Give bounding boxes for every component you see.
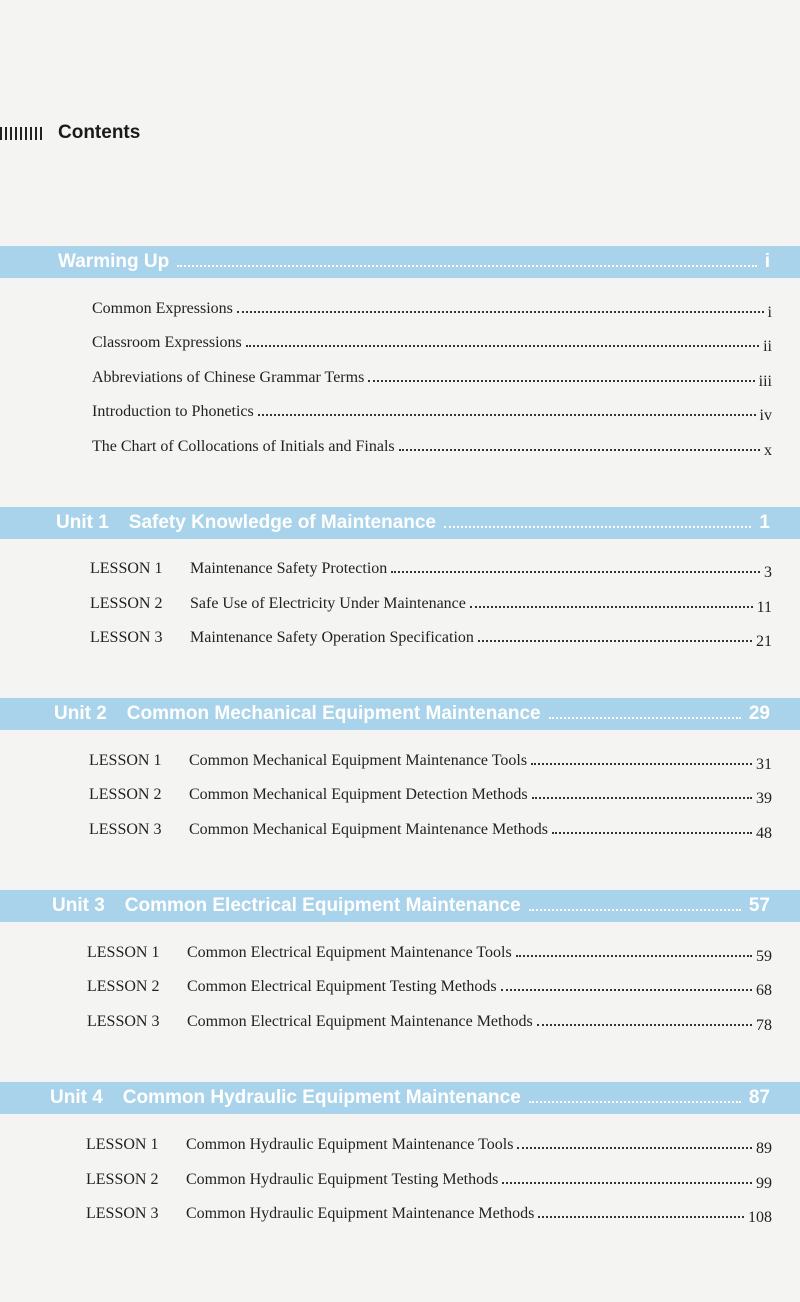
lesson-label: LESSON 1 [87,944,160,961]
lesson-entry[interactable] [87,1009,772,1034]
lesson-label: LESSON 2 [89,786,162,803]
unit-page: 1 [759,512,770,533]
dot-leader [516,955,752,957]
lesson-label: LESSON 1 [90,560,163,577]
section-page: i [764,251,770,272]
section-band-warming-up[interactable] [0,246,800,278]
lesson-page: 99 [756,1175,772,1192]
lesson-title: Common Electrical Equipment Testing Methods [187,978,497,995]
lesson-label: LESSON 3 [90,629,163,646]
dot-leader [391,571,760,573]
unit-band-2[interactable] [0,698,800,730]
entry-page: ii [763,338,772,355]
lesson-title: Safe Use of Electricity Under Maintenance [190,595,466,612]
lesson-title: Common Hydraulic Equipment Maintenance Tools [186,1136,514,1153]
lesson-entry[interactable] [87,940,772,965]
dot-leader [399,449,760,451]
entry-title: Classroom Expressions [92,334,242,351]
contents-header [0,120,140,146]
dot-leader [538,1216,744,1218]
dot-leader [502,1182,752,1184]
unit-band-3[interactable] [0,890,800,922]
unit-title: Common Electrical Equipment Maintenance [124,895,521,916]
lesson-entry[interactable] [90,556,772,581]
lesson-label: LESSON 3 [86,1205,159,1222]
unit-page: 57 [748,895,770,916]
toc-entry[interactable] [92,399,772,424]
entry-title: The Chart of Collocations of Initials and Finals [92,438,395,455]
lesson-label: LESSON 3 [89,821,162,838]
page-title: Contents [58,122,141,143]
lesson-title: Common Hydraulic Equipment Maintenance Methods [186,1205,535,1222]
entry-page: iv [759,407,772,424]
dot-leader [532,797,752,799]
entry-page: x [764,442,772,459]
unit-title: Common Mechanical Equipment Maintenance [126,703,541,724]
lesson-page: 21 [756,633,772,650]
unit-page: 29 [748,703,770,724]
lesson-page: 31 [756,756,772,773]
dot-leader [258,414,756,416]
unit-band-4[interactable] [0,1082,800,1114]
dot-leader [368,380,754,382]
lesson-entry[interactable] [90,591,772,616]
lesson-page: 59 [756,948,772,965]
lesson-entry[interactable] [90,625,772,650]
lesson-title: Common Mechanical Equipment Detection Methods [189,786,528,803]
lesson-label: LESSON 1 [89,752,162,769]
lesson-title: Maintenance Safety Operation Specification [190,629,474,646]
lesson-page: 68 [756,982,772,999]
lesson-entry[interactable] [89,817,772,842]
toc-entry[interactable] [92,296,772,321]
dot-leader [531,763,752,765]
lesson-title: Maintenance Safety Protection [190,560,388,577]
dot-leader [552,832,752,834]
dot-leader [549,717,741,719]
lesson-entry[interactable] [89,782,772,807]
lesson-page: 78 [756,1017,772,1034]
entry-title: Abbreviations of Chinese Grammar Terms [92,369,365,386]
dot-leader [444,526,751,528]
dot-leader [537,1024,752,1026]
lesson-page: 108 [748,1209,772,1226]
lesson-page: 3 [764,564,772,581]
entry-page: iii [758,373,772,390]
dot-leader [517,1147,752,1149]
unit-number: Unit 3 [52,895,105,916]
lesson-title: Common Mechanical Equipment Maintenance Tools [189,752,528,769]
lesson-label: LESSON 1 [86,1136,159,1153]
lesson-label: LESSON 3 [87,1013,160,1030]
lesson-label: LESSON 2 [90,595,163,612]
lesson-entry[interactable] [89,748,772,773]
dot-leader [177,265,757,267]
unit-number: Unit 4 [50,1087,103,1108]
unit-title: Safety Knowledge of Maintenance [128,512,437,533]
dot-leader [237,311,764,313]
unit-page: 87 [748,1087,770,1108]
dot-leader [529,909,741,911]
lesson-entry[interactable] [86,1201,772,1226]
lesson-title: Common Mechanical Equipment Maintenance Methods [189,821,549,838]
dot-leader [501,989,752,991]
dot-leader [470,606,753,608]
decorative-bars-icon [0,127,42,140]
entry-title: Introduction to Phonetics [92,403,254,420]
lesson-entry[interactable] [86,1167,772,1192]
section-title: Warming Up [58,251,170,272]
lesson-entry[interactable] [87,974,772,999]
lesson-page: 11 [756,599,772,616]
unit-band-1[interactable] [0,507,800,539]
toc-entry[interactable] [92,365,772,390]
entry-page: i [767,304,772,321]
lesson-page: 48 [756,825,772,842]
lesson-page: 39 [756,790,772,807]
toc-entry[interactable] [92,330,772,355]
lesson-page: 89 [756,1140,772,1157]
dot-leader [478,640,752,642]
unit-number: Unit 1 [56,512,109,533]
lesson-title: Common Hydraulic Equipment Testing Methods [186,1171,499,1188]
lesson-label: LESSON 2 [86,1171,159,1188]
entry-title: Common Expressions [92,300,233,317]
unit-number: Unit 2 [54,703,107,724]
dot-leader [246,345,759,347]
toc-entry[interactable] [92,434,772,459]
lesson-entry[interactable] [86,1132,772,1157]
lesson-title: Common Electrical Equipment Maintenance Methods [187,1013,533,1030]
lesson-label: LESSON 2 [87,978,160,995]
unit-title: Common Hydraulic Equipment Maintenance [122,1087,521,1108]
lesson-title: Common Electrical Equipment Maintenance Tools [187,944,512,961]
dot-leader [529,1101,741,1103]
